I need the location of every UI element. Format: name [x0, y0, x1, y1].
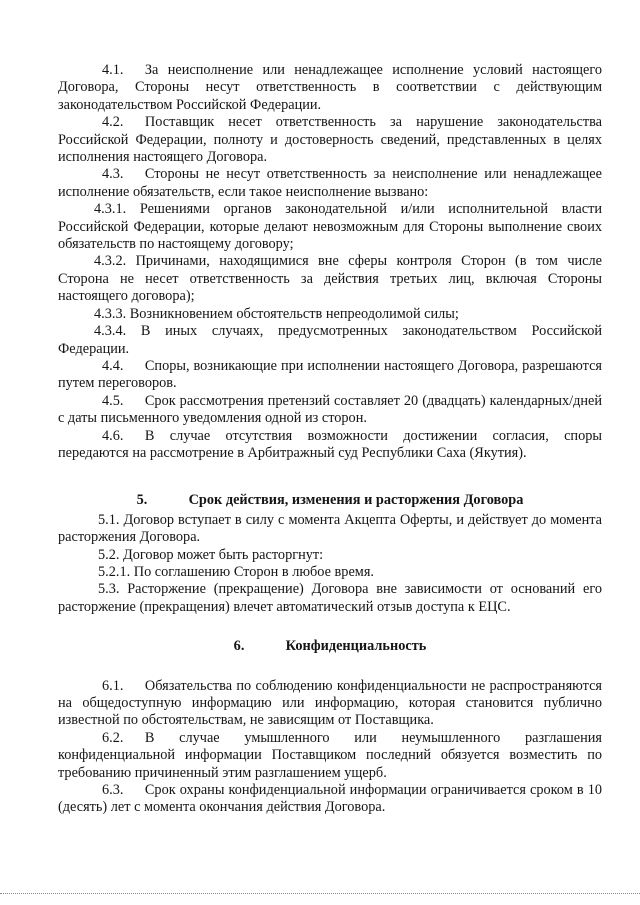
clause-4-2: 4.2. Поставщик несет ответственность за нарушение законодательства Российской Федерации, полноту и достоверность сведений, представленных в целях исполнения настоящего Договора. [58, 114, 602, 166]
section-6-heading [58, 638, 602, 655]
clause-4-6: 4.6. В случае отсутствия возможности достижении согласия, споры передаются на рассмотрение в Арбитражный суд Республики Саха (Якутия). [58, 427, 602, 461]
clause-5-1: 5.1. Договор вступает в силу с момента Акцепта Оферты, и действует до момента расторжения Договора. [58, 511, 602, 546]
footer-dotted-line [0, 893, 640, 894]
section-6-title: Конфиденциальность [285, 638, 427, 655]
clause-5-2: 5.2. Договор может быть расторгнут: [98, 546, 324, 563]
clause-4-3-3: 4.3.3. Возникновением обстоятельств непреодолимой силы; [94, 305, 459, 322]
clause-4-1: 4.1. За неисполнение или ненадлежащее исполнение условий настоящего Договора, Стороны несут ответственность в соответствии с действующим законодательством Российской Федерации. [58, 62, 602, 113]
section-5-heading [58, 492, 602, 509]
clause-4-4: 4.4. Споры, возникающие при исполнении настоящего Договора, разрешаются путем переговоров. [58, 357, 602, 392]
clause-5-2-1: 5.2.1. По соглашению Сторон в любое время. [98, 563, 374, 580]
clause-4-3-2: 4.3.2. Причинами, находящимися вне сферы контроля Сторон (в том числе Сторона не несет ответственность за действия третьих лиц, включая Стороны настоящего договора); [58, 253, 602, 305]
section-5-title: Срок действия, изменения и расторжения Договора [188, 492, 524, 509]
clause-4-3: 4.3. Стороны не несут ответственность за неисполнение или ненадлежащее исполнение обязательств, если такое неисполнение вызвано: [58, 166, 602, 200]
clause-5-3: 5.3. Расторжение (прекращение) Договора вне зависимости от оснований его расторжение (прекращения) влечет автоматический отзыв доступа к ЕЦС. [58, 581, 602, 615]
section-5-number: 5. [136, 492, 148, 509]
clause-4-5: 4.5. Срок рассмотрения претензий составляет 20 (двадцать) календарных/дней с даты письменного уведомления одной из сторон. [58, 392, 602, 427]
document-body [58, 62, 602, 817]
clause-6-2: 6.2. В случае умышленного или неумышленного разглашения конфиденциальной информации Поставщиком последний обязуется возместить по требованию причиненный этим разглашением ущерб. [58, 729, 602, 781]
clause-4-3-4: 4.3.4. В иных случаях, предусмотренных законодательством Российской Федерации. [58, 323, 602, 357]
section-6-number: 6. [233, 638, 245, 655]
clause-6-1: 6.1. Обязательства по соблюдению конфиденциальности не распространяются на общедоступную информацию или информацию, которая становится публично известной по обстоятельствам, не зависящим от Поставщика. [58, 677, 602, 729]
clause-6-3: 6.3. Срок охраны конфиденциальной информации ограничивается сроком в 10 (десять) лет с момента окончания действия Договора. [58, 782, 602, 816]
clause-4-3-1: 4.3.1. Решениями органов законодательной и/или исполнительной власти Российской Федерации, которые делают невозможным для Стороны выполнение своих обязательств по настоящему договору; [58, 201, 602, 253]
